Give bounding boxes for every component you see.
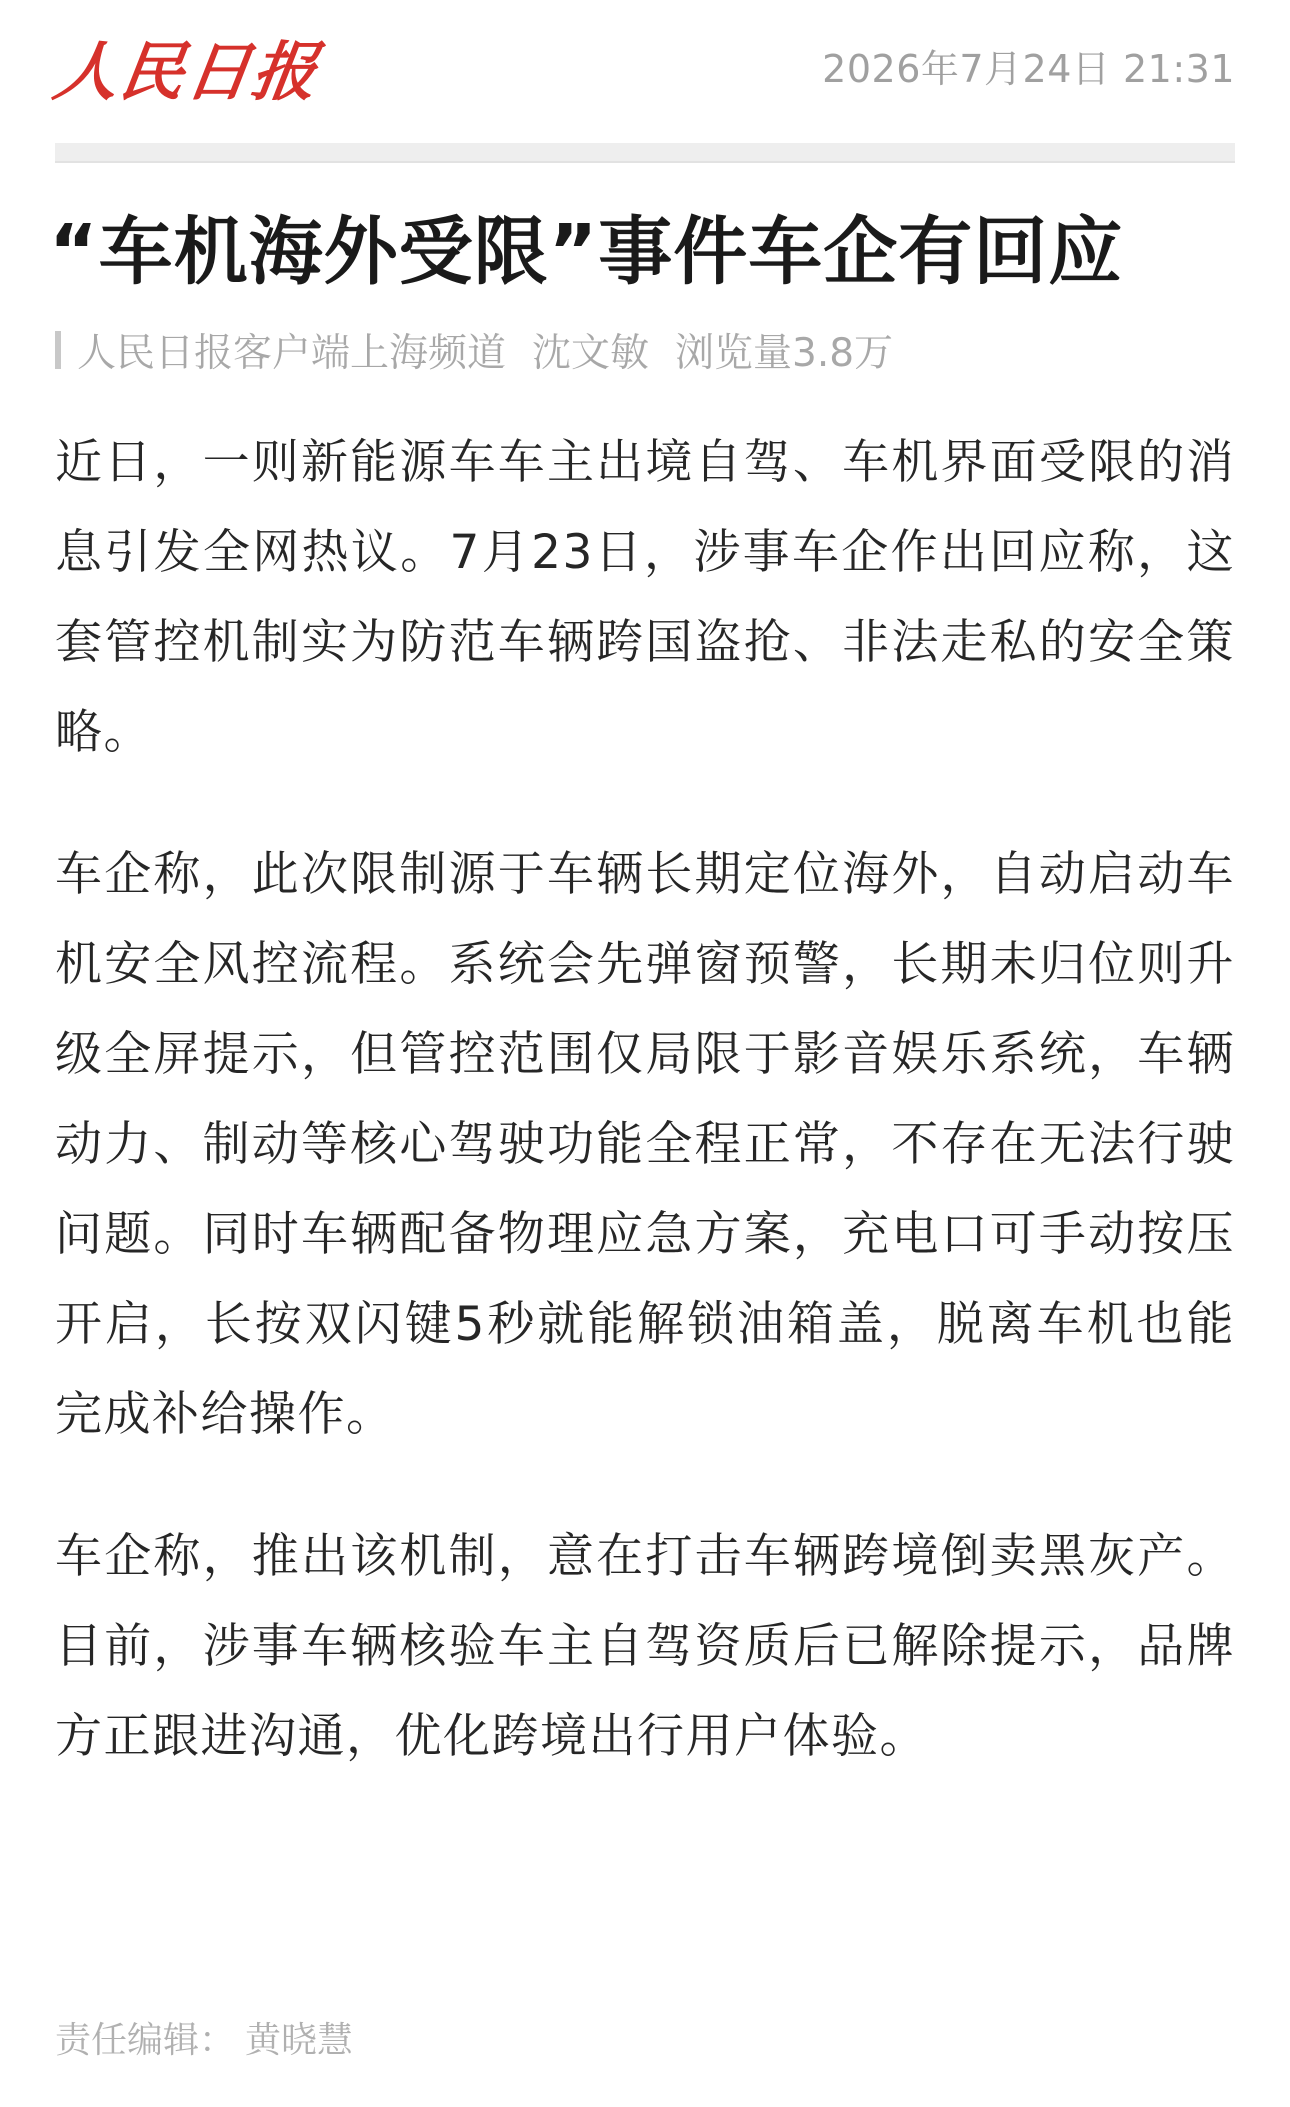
article-paragraph: 近日，一则新能源车车主出境自驾、车机界面受限的消息引发全网热议。7月23日，涉事车企作出回应称，这套管控机制实为防范车辆跨国盗抢、非法走私的安全策略。 — [55, 435, 1235, 760]
article-paragraph: 车企称，推出该机制，意在打击车辆跨境倒卖黑灰产。目前，涉事车辆核验车主自驾资质后已解除提示，品牌方正跟进沟通，优化跨境出行用户体验。 — [55, 1529, 1235, 1764]
responsible-editor — [55, 2012, 353, 2063]
publish-datetime: 2026年7月24日 21:31 — [822, 46, 1235, 91]
header — [48, 0, 1235, 140]
people-daily-logo[interactable]: 人民日报 — [48, 35, 324, 110]
meta-marker — [55, 331, 61, 369]
article-meta — [55, 320, 1235, 380]
article-views: 浏览量3.8万 — [675, 331, 894, 376]
article-source[interactable]: 人民日报客户端上海频道 — [77, 331, 507, 376]
article-title: “车机海外受限”事件车企有回应 — [49, 209, 1124, 295]
editor-name: 黄晓慧 — [245, 2020, 354, 2061]
header-divider — [55, 143, 1235, 163]
article-paragraph: 车企称，此次限制源于车辆长期定位海外，自动启动车机安全风控流程。系统会先弹窗预警，长期未归位则升级全屏提示，但管控范围仅局限于影音娱乐系统，车辆动力、制动等核心驾驶功能全程正常，不存在无法行驶问题。同时车辆配备物理应急方案，充电口可手动按压开启，长按双闪键5秒就能解锁油箱盖，脱离车机也能完成补给操作。 — [55, 847, 1235, 1442]
editor-label: 责任编辑： — [55, 2020, 236, 2061]
article-author: 沈文敏 — [532, 331, 650, 376]
article-body — [55, 418, 1235, 1782]
